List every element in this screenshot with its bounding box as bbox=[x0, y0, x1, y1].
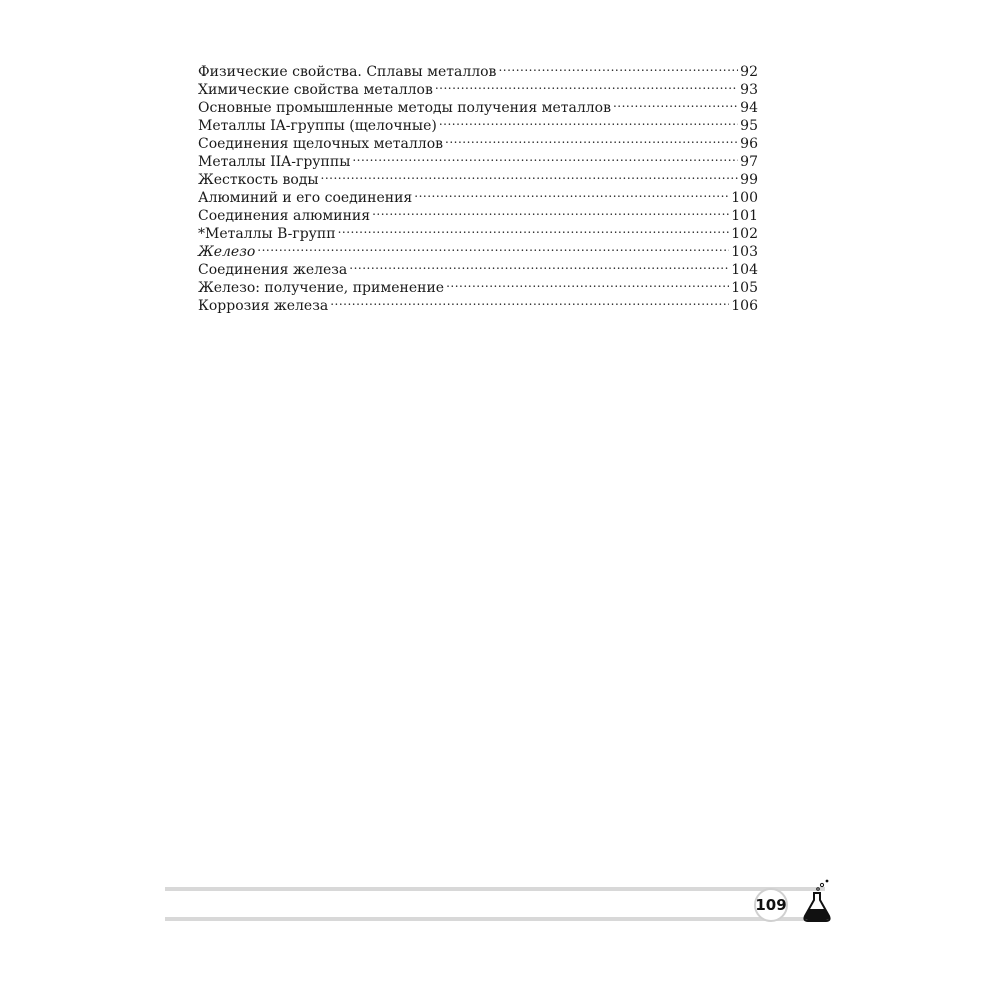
dot-leader bbox=[257, 238, 729, 256]
toc-entry-title: Соединения щелочных металлов bbox=[198, 136, 443, 152]
toc-entry-title: Железо: получение, применение bbox=[198, 280, 445, 296]
footer-rule-top bbox=[165, 887, 825, 891]
toc-entry-page: 97 bbox=[740, 154, 758, 170]
dot-leader bbox=[414, 184, 729, 202]
toc-entry-title: *Металлы B-групп bbox=[198, 226, 336, 242]
dot-leader bbox=[439, 112, 738, 130]
flask-icon bbox=[800, 878, 834, 924]
toc-entry-title: Химические свойства металлов bbox=[198, 82, 433, 98]
toc-entry-page: 96 bbox=[740, 136, 758, 152]
toc-entry-page: 95 bbox=[740, 118, 758, 134]
toc-entry-page: 101 bbox=[731, 208, 758, 224]
toc-entry-title: Основные промышленные методы получения металлов bbox=[198, 100, 611, 116]
table-of-contents bbox=[198, 58, 758, 314]
toc-entry-title: Железо bbox=[198, 244, 256, 260]
toc-entry-page: 93 bbox=[740, 82, 758, 98]
toc-entry[interactable] bbox=[198, 238, 758, 260]
dot-leader bbox=[445, 130, 738, 148]
toc-entry-title: Металлы IA-группы (щелочные) bbox=[198, 118, 437, 134]
toc-entry-page: 104 bbox=[731, 262, 758, 278]
toc-entry-title: Соединения алюминия bbox=[198, 208, 371, 224]
toc-entry-page: 102 bbox=[731, 226, 758, 242]
toc-entry-title: Жесткость воды bbox=[198, 172, 319, 188]
dot-leader bbox=[435, 76, 738, 94]
toc-entry-title: Коррозия железа bbox=[198, 298, 329, 314]
toc-entry-title: Алюминий и его соединения bbox=[198, 190, 413, 206]
page-number: 109 bbox=[754, 888, 788, 922]
toc-entry-page: 99 bbox=[740, 172, 758, 188]
toc-entry-title: Соединения железа bbox=[198, 262, 348, 278]
toc-entry[interactable] bbox=[198, 256, 758, 278]
dot-leader bbox=[352, 148, 738, 166]
toc-entry-title: Металлы IIA-группы bbox=[198, 154, 351, 170]
toc-entry-page: 105 bbox=[731, 280, 758, 296]
dot-leader bbox=[349, 256, 729, 274]
dot-leader bbox=[498, 58, 738, 76]
dot-leader bbox=[338, 220, 730, 238]
toc-entry-title: Физические свойства. Сплавы металлов bbox=[198, 64, 497, 80]
toc-entry-page: 106 bbox=[731, 298, 758, 314]
toc-entry-page: 103 bbox=[731, 244, 758, 260]
dot-leader bbox=[446, 274, 729, 292]
dot-leader bbox=[330, 292, 729, 310]
footer-rule-bottom bbox=[165, 917, 825, 921]
toc-entry-page: 100 bbox=[731, 190, 758, 206]
toc-entry-page: 92 bbox=[740, 64, 758, 80]
dot-leader bbox=[321, 166, 739, 184]
dot-leader bbox=[372, 202, 729, 220]
dot-leader bbox=[613, 94, 738, 112]
toc-entry-page: 94 bbox=[740, 100, 758, 116]
toc-entry[interactable] bbox=[198, 58, 758, 80]
